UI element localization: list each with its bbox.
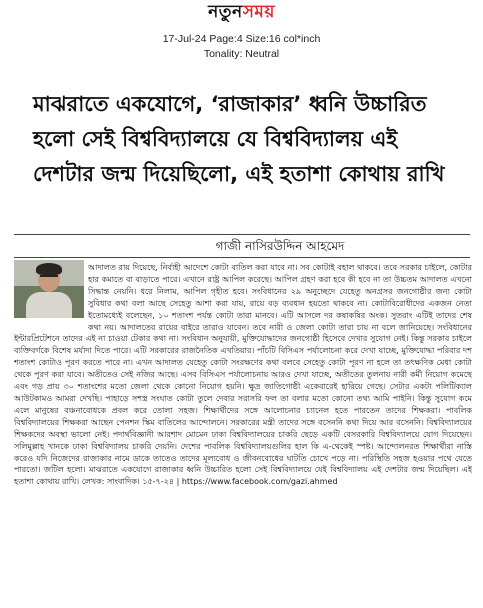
article-byline: গাজী নাসিরউদ্দিন আহমেদ bbox=[215, 239, 345, 253]
newspaper-logo bbox=[0, 2, 483, 22]
logo-part-1: নতুন bbox=[208, 2, 243, 22]
article-body-text: আদালত রায় দিয়েছে, নির্বাহী আদেশে কোটা বাতিল করা যাবে না। সব কোটাই বহাল থাকবে। তবে সরকার চাইলে, কোটার হার কমাতে বা বাড়াতে পারে। এখানে রাষ্ট্র আপিল করেছে। আপিল গ্রহণ করা হবে কী হবে না তা উচ্চতম আদালত এখনো সিদ্ধান্ত নেয়নি। ধরে নিলাম, আপিল গৃহীত হবে। সংবিধানের ২৯ অনুচ্ছেদে যেহেতু অনগ্রসর জনগোষ্ঠীর জন্য কোটা সুবিধার কথা বলা আছে সেহেতু আশা করা যায়, রায়ে বড় ব্যবধান হয়তো থাকবে না। কোটাবিরোধীদের একজন নেতা ইতোমধ্যেই বলেছেন, ১০ শতাংশ পর্যন্ত কোটা তারা মানবে। এটি আসলে দর কষাকষির অংক। সুতরাং এটিই তাদের শেষ কথা নয়। আদালতের রায়ের বাইরে তারাও যাবেন। তবে নারী ও জেলা কোটা তারা চায় না বলে জানিয়েছে। সংবিধানের ইন্টারপ্রিটেশনে তাদের এই না চাওয়া টেকার কথা না। সংবিধান অনুযায়ী, মুক্তিযোদ্ধাদের জনগোষ্ঠী হিসেবে দেখার সুযোগ নেই। কিন্তু সরকার চাইলে ব্যক্তিবর্গকে বিশেষ মর্যাদা দিতে পারে। এটি সরকারের রাজনৈতিক এখতিয়ার। পাঁচটি বিসিএস পর্যালোচনা করে দেখা যাচ্ছে, মুক্তিযোদ্ধা পরিবার দশ শতাংশ কোটাও পূরণ করতে পারে না। এখন আদালত যেহেতু কোটা সংরক্ষণের কথা বলবে সেহেতু কোটা পূরণ না হলে তা তৎক্ষণিক মেধা কোটা থেকে পূরণ করা যাবে। অতীতেও সেই নজির আছে। এসব বিসিএস পর্যালোচনায় আরও দেখা যাচ্ছে, অতীতের তুলনায় নারী কর্মী নিয়োগ কমেছে এবং গড় প্রায় ৩০ শতাংশের মতো জেলা থেকে কোনো নিয়োগ হয়নি। ক্ষুদ্র জাতিগোষ্ঠী একেবারেই হারিয়ে গেছে। সেটার একটা পলিটিক্যাল আউটকামও আমরা দেখছি। পাহাড়ে সশস্ত্র সংঘাত কোটা তুলে দেবার সরাসরি ফল তা বলার মতো কোনো তথ্য আমি পাইনি। কিন্তু সুযোগ কমে এলে মানুষের বঞ্চনাবোধকে প্রবল করে তোলা সহজ। শিক্ষার্থীদের সঙ্গে আলোচনার চ্যানেল হতে পারতেন তাদের শিক্ষকরা। পাবলিক বিশ্ববিদ্যালয়ের শিক্ষকরা আছেন পেনশন স্কিম বাতিলের আন্দোলনে। সরকারের মন্ত্রী তাদের সঙ্গে বসেননি কথা দিয়ে আর বসেননি। বিশ্ববিদ্যালয়ের শিক্ষকদের অবস্থা ভালো নেই। পদার্থবিজ্ঞানী আরশাদ মোমেন ঢাকা বিশ্ববিদ্যালয়ের চাকরি ছেড়ে একটি বেসরকারি বিশ্ববিদ্যালয়ে যোগ দিয়েছেন। সলিমুল্লাহ খানকে ঢাকা বিশ্ববিদ্যালয় চাকরি দেয়নি। দেশের পাবলিক বিশ্ববিদ্যালয়গুলির হাল কি এ-থেকেই স্পষ্ট। আন্দোলনরত শিক্ষার্থীরা নাস্তি করেও যদি নিজেদের রাজাকার নামে ডাকে তাতেও তাদের মূল্যবোধ ও জীবনবোধের ঘাটতি চোখে পড়ে না। পরিস্থিতি সহজ হওয়ার পথে যেতে পারতো। জটিল হলো। মাঝরাতে একযোগে রাজাকার ধ্বনি উচ্চারিত হলো সেই বিশ্ববিদ্যালয়ে যেই বিশ্ববিদ্যালয় এই দেশটার জন্ম দিয়েছিল। এই হতাশা কোথায় রাখি। লেখক: সাংবাদিক। ১৫-৭-২৪ | https://www.facebook.com/gazi.ahmed bbox=[14, 263, 472, 487]
article-headline: মাঝরাতে একযোগে, ‘রাজাকার’ ধ্বনি উচ্চারিত হলো সেই বিশ্ববিদ্যালয়ে যে বিশ্ববিদ্যালয় এই দেশটার জন্ম দিয়েছিলো, এই হতাশা কোথায় রাখি bbox=[33, 92, 445, 186]
clip-meta-line-2: Tonality: Neutral bbox=[203, 48, 280, 60]
author-photo bbox=[14, 260, 84, 318]
clip-meta-line-1: 17-Jul-24 Page:4 Size:16 col*inch bbox=[162, 33, 321, 45]
byline-bottom-rule bbox=[14, 257, 470, 258]
masthead bbox=[0, 2, 483, 22]
byline-top-rule bbox=[14, 234, 470, 235]
logo-part-2: সময় bbox=[242, 2, 275, 22]
glasses-icon bbox=[40, 275, 58, 281]
